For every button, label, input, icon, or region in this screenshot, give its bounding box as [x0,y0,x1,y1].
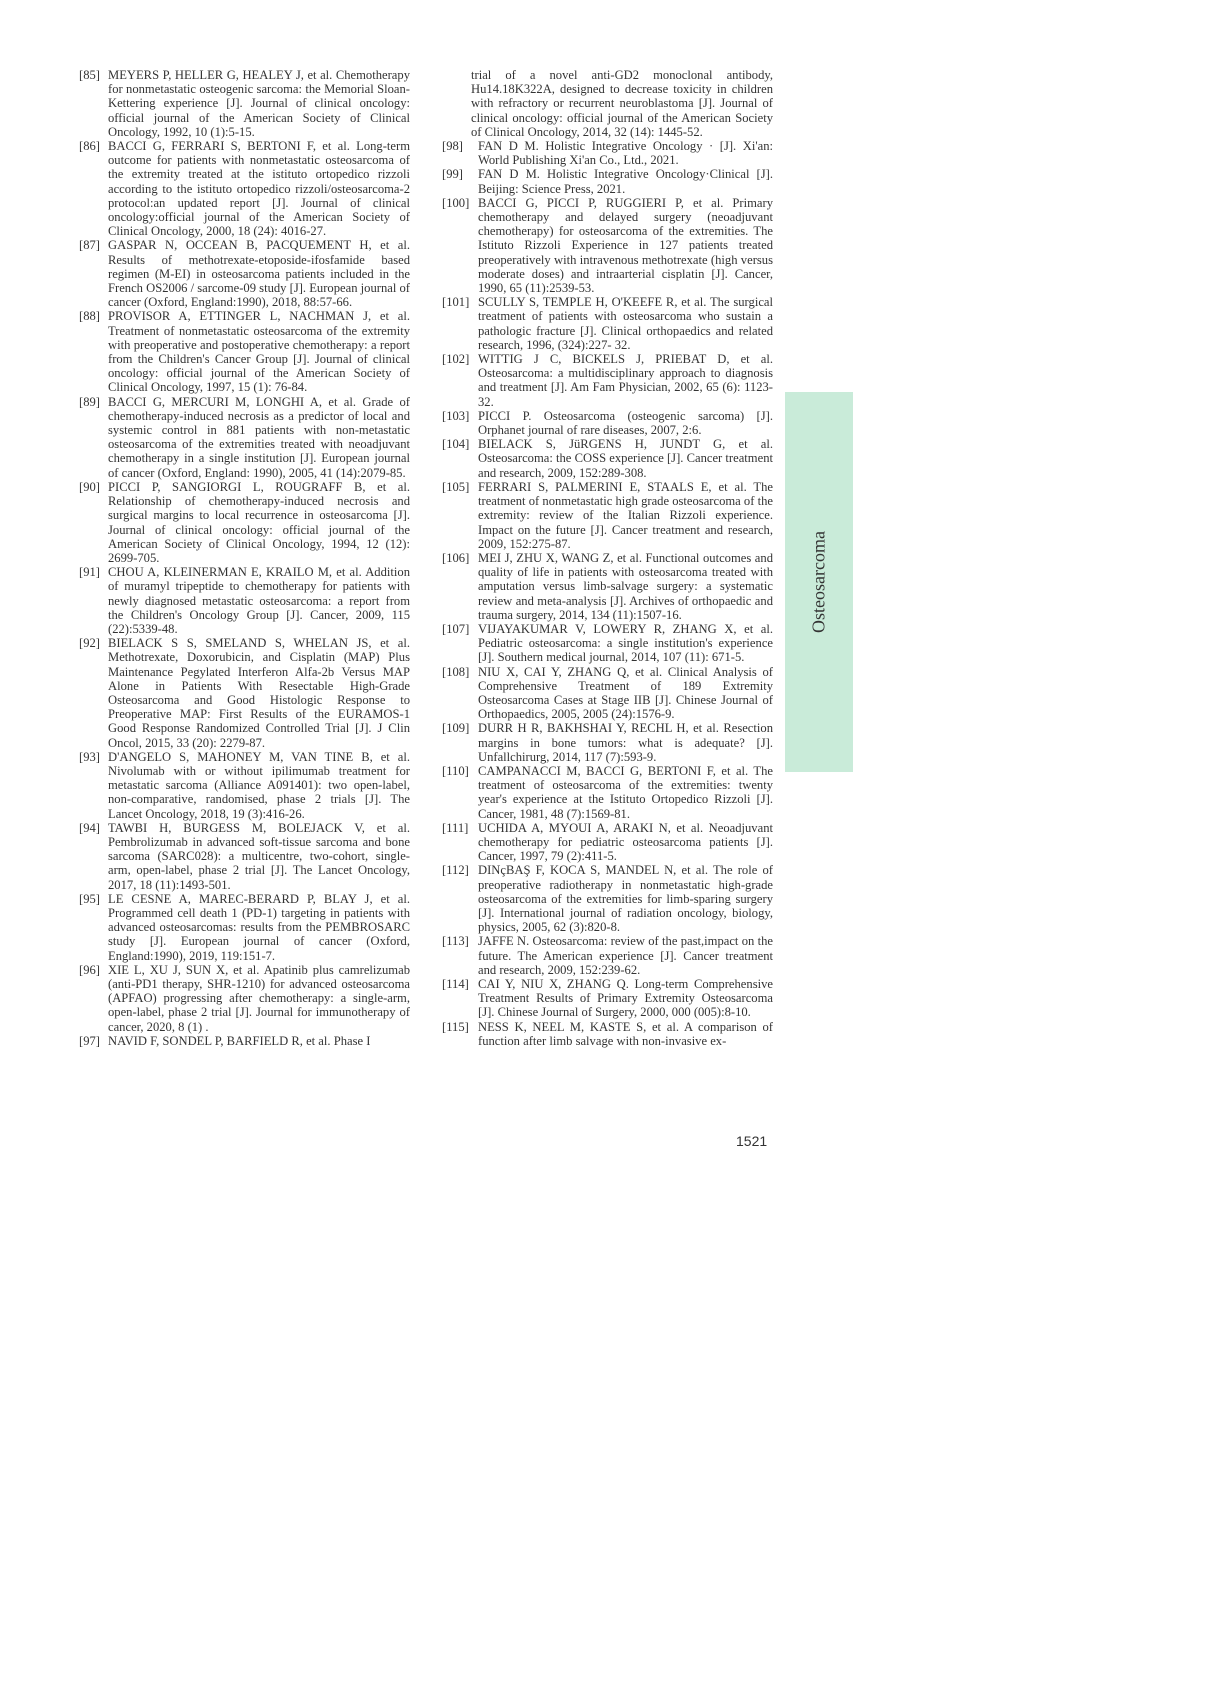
reference-text: PROVISOR A, ETTINGER L, NACHMAN J, et al. Treatment of nonmetastatic osteosarcoma of the extremity with preoperative and postoperative chemotherapy: a report from the Children's Cancer Group [J]. Journal of clinical oncology: official journal of the American Society of Clinical Oncology, 1997, 15 (1): 76-84. [108,309,410,395]
reference-entry [79,892,410,963]
reference-number: [103] [442,408,470,423]
reference-text: BACCI G, FERRARI S, BERTONI F, et al. Long-term outcome for patients with nonmetastatic osteosarcoma of the extremity treated at the istituto ortopedico rizzoli according to the istituto ortopedico rizzoli/osteosarcoma-2 protocol:an updated report [J]. Journal of clinical oncology:official journal of the American Society of Clinical Oncology, 2000, 18 (24): 4016-27. [108,139,410,239]
reference-entry [442,480,773,551]
reference-number: [89] [79,394,100,409]
reference-number: [106] [442,550,470,565]
reference-number: [91] [79,565,100,580]
reference-entry [442,167,773,195]
reference-text: MEYERS P, HELLER G, HEALEY J, et al. Chemotherapy for nonmetastatic osteogenic sarcoma: the Memorial Sloan-Kettering experience [J]. Journal of clinical oncology: official journal of the American Society of Clinical Oncology, 1992, 10 (1):5-15. [108,68,410,139]
reference-number: [110] [442,763,469,778]
reference-entry [79,309,410,394]
reference-text: CHOU A, KLEINERMAN E, KRAILO M, et al. Addition of muramyl tripeptide to chemotherapy for patients with newly diagnosed metastatic osteosarcoma: a report from the Children's Oncology Group [J]. Cancer, 2009, 115 (22):5339-48. [108,565,410,636]
reference-text: PICCI P. Osteosarcoma (osteogenic sarcoma) [J]. Orphanet journal of rare diseases, 2007, 2:6. [478,408,773,438]
reference-number: [90] [79,479,100,494]
reference-entry [442,665,773,722]
reference-entry [442,352,773,409]
reference-entry [79,395,410,480]
reference-number: [101] [442,295,470,310]
reference-number: [115] [442,1019,469,1034]
reference-number: [104] [442,437,470,452]
reference-text: XIE L, XU J, SUN X, et al. Apatinib plus camrelizumab (anti-PD1 therapy, SHR-1210) for advanced osteosarcoma (APFAO) progressing after chemotherapy: a single-arm, open-label, phase 2 trial [J]. Journal for immunotherapy of cancer, 2020, 8 (1) . [108,962,410,1034]
reference-text: DURR H R, BAKHSHAI Y, RECHL H, et al. Resection margins in bone tumors: what is adequate? [J]. Unfallchirurg, 2014, 117 (7):593-9. [478,721,773,764]
reference-number: [102] [442,352,470,367]
reference-entry [79,963,410,1034]
reference-entry [79,750,410,821]
reference-text: UCHIDA A, MYOUI A, ARAKI N, et al. Neoadjuvant chemotherapy for pediatric osteosarcoma patients [J]. Cancer, 1997, 79 (2):411-5. [478,820,773,864]
reference-entry [442,551,773,622]
reference-text: D'ANGELO S, MAHONEY M, VAN TINE B, et al. Nivolumab with or without ipilimumab treatment for metastatic sarcoma (Alliance A091401): two open-label, non-comparative, randomised, phase 2 trials [J]. The Lancet Oncology, 2018, 19 (3):416-26. [108,749,410,821]
reference-number: [97] [79,1033,100,1048]
reference-entry [442,622,773,665]
reference-number: [96] [79,962,100,977]
reference-number: [109] [442,721,470,736]
reference-entry [79,68,410,139]
reference-number: [107] [442,621,470,636]
reference-text: BIELACK S S, SMELAND S, WHELAN JS, et al. Methotrexate, Doxorubicin, and Cisplatin (MAP) Plus Maintenance Pegylated Interferon Alfa-2b Versus MAP Alone in Patients With Resectable High-Grade Osteosarcoma and Good Histologic Response to Preoperative MAP: First Results of the EURAMOS-1 Good Response Randomized Controlled Trial [J]. J Clin Oncol, 2015, 33 (20): 2279-87. [108,636,410,750]
page-number: 1521 [736,1133,768,1149]
reference-number: [105] [442,479,470,494]
reference-text: SCULLY S, TEMPLE H, O'KEEFE R, et al. The surgical treatment of patients with osteosarcoma who sustain a pathologic fracture [J]. Clinical orthopaedics and related research, 1996, (324):227- 32. [478,295,773,352]
reference-entry [79,480,410,565]
reference-number: [94] [79,820,100,835]
reference-entry [442,295,773,352]
reference-continuation: trial of a novel anti-GD2 monoclonal antibody, Hu14.18K322A, designed to decrease toxicity in children with refractory or recurrent neuroblastoma [J]. Journal of clinical oncology: official journal of the American Society of Clinical Oncology, 2014, 32 (14): 1445-52. [471,68,773,139]
reference-entry [442,721,773,764]
reference-text: NAVID F, SONDEL P, BARFIELD R, et al. Phase I [108,1033,371,1048]
reference-text: CAMPANACCI M, BACCI G, BERTONI F, et al. The treatment of osteosarcoma of the extremities: twenty year's experience at the Istituto Ortopedico Rizzoli [J]. Cancer, 1981, 48 (7):1569-81. [478,763,773,821]
reference-text: VIJAYAKUMAR V, LOWERY R, ZHANG X, et al. Pediatric osteosarcoma: a single institution's experience [J]. Southern medical journal, 2014, 107 (11): 671-5. [478,621,773,665]
reference-number: [86] [79,139,100,154]
reference-text: FAN D M. Holistic Integrative Oncology·Clinical [J]. Beijing: Science Press, 2021. [478,167,773,196]
reference-entry [79,821,410,892]
reference-text: BACCI G, MERCURI M, LONGHI A, et al. Grade of chemotherapy-induced necrosis as a predictor of local and systemic control in 881 patients with non-metastatic osteosarcoma of the extremities treated with neoadjuvant chemotherapy in a single institution [J]. European journal of cancer (Oxford, England: 1990), 2005, 41 (14):2079-85. [108,394,410,480]
section-side-label: Osteosarcoma [808,531,829,633]
reference-entry [79,636,410,750]
reference-number: [99] [442,167,463,182]
reference-entry [442,863,773,934]
reference-number: [88] [79,309,100,324]
reference-text: NIU X, CAI Y, ZHANG Q, et al. Clinical Analysis of Comprehensive Treatment of 189 Extremity Osteosarcoma Cases at Stage IIB [J]. Chinese Journal of Orthopaedics, 2005, 2005 (24):1576-9. [478,664,773,722]
reference-number: [85] [79,68,100,82]
reference-number: [112] [442,863,469,878]
reference-number: [100] [442,195,470,210]
reference-entry [442,764,773,821]
reference-text: MEI J, ZHU X, WANG Z, et al. Functional outcomes and quality of life in patients with osteosarcoma treated with amputation versus limb-salvage surgery: a systematic review and meta-analysis [J]. Archives of orthopaedic and trauma surgery, 2014, 134 (11):1507-16. [478,550,773,622]
references-right-column [442,68,773,1048]
reference-entry [442,409,773,437]
reference-text: WITTIG J C, BICKELS J, PRIEBAT D, et al. Osteosarcoma: a multidisciplinary approach to diagnosis and treatment [J]. Am Fam Physician, 2002, 65 (6): 1123-32. [478,352,773,409]
reference-entry [442,437,773,480]
reference-entry [442,821,773,864]
reference-number: [108] [442,664,470,679]
reference-text: CAI Y, NIU X, ZHANG Q. Long-term Comprehensive Treatment Results of Primary Extremity Osteosarcoma [J]. Chinese Journal of Surgery, 2000, 000 (005):8-10. [478,977,773,1020]
reference-text: GASPAR N, OCCEAN B, PACQUEMENT H, et al. Results of methotrexate-etoposide-ifosfamide based regimen (M-EI) in osteosarcoma patients included in the French OS2006 / sarcome-09 study [J]. European journal of cancer (Oxford, England:1990), 2018, 88:57-66. [108,238,410,310]
reference-text: FAN D M. Holistic Integrative Oncology · [J]. Xi'an: World Publishing Xi'an Co., Ltd., 2021. [478,139,773,168]
reference-text: BACCI G, PICCI P, RUGGIERI P, et al. Primary chemotherapy and delayed surgery (neoadjuvant chemotherapy) for osteosarcoma of the extremities. The Istituto Rizzoli Experience in 127 patients treated preoperatively with intravenous methotrexate (high versus moderate doses) and intraarterial cisplatin [J]. Cancer, 1990, 65 (11):2539-53. [478,195,773,296]
reference-number: [93] [79,749,100,764]
reference-entry [442,977,773,1020]
reference-entry [79,565,410,636]
reference-text: FERRARI S, PALMERINI E, STAALS E, et al. The treatment of nonmetastatic high grade osteosarcoma of the extremity: review of the Italian Rizzoli experience. Impact on the future [J]. Cancer treatment and research, 2009, 152:275-87. [478,479,773,551]
reference-number: [111] [442,820,469,835]
reference-text: JAFFE N. Osteosarcoma: review of the past,impact on the future. The American experience [J]. Cancer treatment and research, 2009, 152:239-62. [478,934,773,977]
reference-number: [114] [442,977,469,991]
reference-entry [79,238,410,309]
reference-entry [442,139,773,167]
reference-entry [442,1020,773,1048]
reference-text: PICCI P, SANGIORGI L, ROUGRAFF B, et al. Relationship of chemotherapy-induced necrosis and surgical margins to local recurrence in osteosarcoma [J]. Journal of clinical oncology: official journal of the American Society of Clinical Oncology, 1994, 12 (12): 2699-705. [108,479,410,565]
reference-entry [442,934,773,977]
reference-entry [79,1034,410,1048]
section-side-tab [785,392,853,772]
reference-entry [79,139,410,238]
reference-text: BIELACK S, JüRGENS H, JUNDT G, et al. Osteosarcoma: the COSS experience [J]. Cancer treatment and research, 2009, 152:289-308. [478,437,773,480]
reference-number: [87] [79,238,100,253]
references-left-column [79,68,410,1048]
reference-number: [92] [79,636,100,651]
reference-number: [113] [442,934,469,949]
reference-number: [98] [442,139,463,154]
reference-text: TAWBI H, BURGESS M, BOLEJACK V, et al. Pembrolizumab in advanced soft-tissue sarcoma and bone sarcoma (SARC028): a multicentre, two-cohort, single-arm, open-label, phase 2 trial [J]. The Lancet Oncology, 2017, 18 (11):1493-501. [108,820,410,892]
reference-number: [95] [79,891,100,906]
reference-text: DINçBAŞ F, KOCA S, MANDEL N, et al. The role of preoperative radiotherapy in nonmetastatic high-grade osteosarcoma of the extremities for limb-sparing surgery [J]. International journal of radiation oncology, biology, physics, 2005, 62 (3):820-8. [478,863,773,935]
reference-text: NESS K, NEEL M, KASTE S, et al. A comparison of function after limb salvage with non-invasive ex- [478,1019,773,1048]
reference-text: LE CESNE A, MAREC-BERARD P, BLAY J, et al. Programmed cell death 1 (PD-1) targeting in patients with advanced osteosarcomas: results from the PEMBROSARC study [J]. European journal of cancer (Oxford, England:1990), 2019, 119:151-7. [108,891,410,963]
reference-entry [442,196,773,295]
